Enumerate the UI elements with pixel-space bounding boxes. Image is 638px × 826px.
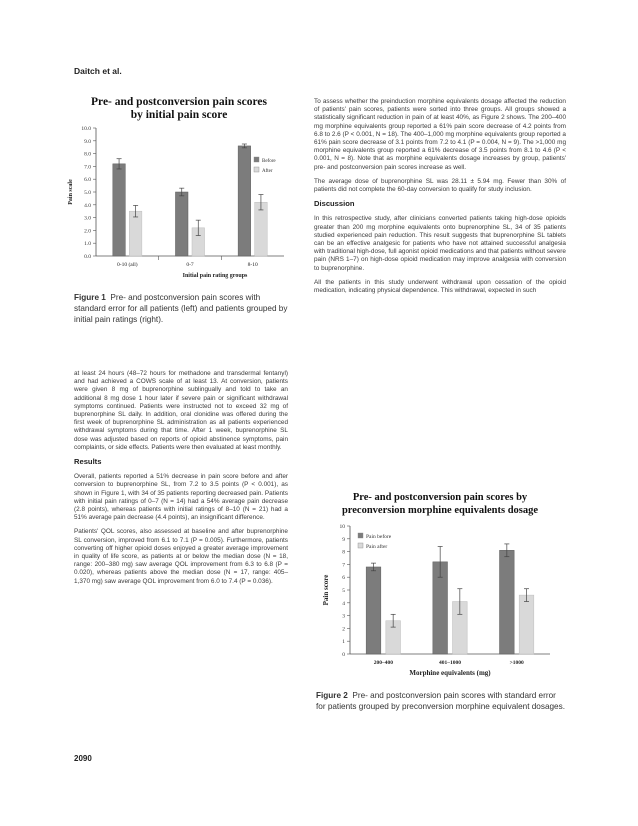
left-paragraph-3: Patients' QOL scores, also assessed at baseline and after buprenorphine SL conversion, improved from 6.1 to 7.1 (P = 0.005). Furthermore, patients converting off higher opioid doses enjoyed a greater average improvement in quality of life score, as patients at or below the median dose (N = 18, range: 200–380 mg) saw average QOL improvement from 6.3 to 6.8 (P = 0.020), whereas patients above the median dose (N = 17, range: 405–1,370 mg) saw average QOL improvement from 6.0 to 7.4 (P = 0.036). — [74, 528, 288, 585]
figure-1-caption — [74, 292, 288, 325]
figure-1-caption-text: Pre- and postconversion pain scores with standard error for all patients (left) and patients grouped by initial pain ratings (right). — [74, 293, 288, 324]
right-paragraph-2: The average dose of buprenorphine SL was 28.11 ± 5.94 mg. Fewer than 30% of patients did not complete the 60-day conversion to qualify for study inclusion. — [314, 177, 566, 194]
left-column — [74, 370, 288, 592]
fig2-y-tick-label: 0 — [342, 652, 345, 658]
fig1-y-tick-label: 9.0 — [84, 138, 91, 145]
figure-2-caption — [316, 690, 566, 712]
fig2-legend-swatch — [358, 533, 363, 538]
fig1-y-tick-label: 6.0 — [84, 177, 91, 184]
figure-2-title-line2: preconversion morphine equivalents dosage — [341, 504, 539, 516]
fig2-bar-before — [500, 550, 515, 654]
fig1-legend-label: After — [262, 169, 273, 174]
figure-2-caption-text: Pre- and postconversion pain scores with standard error for patients grouped by preconversion morphine equivalent dosages. — [316, 691, 565, 711]
fig2-x-axis-label: Morphine equivalents (mg) — [409, 669, 491, 677]
fig1-y-tick-label: 10.0 — [81, 126, 91, 132]
figure-1-chart — [60, 122, 292, 288]
fig2-x-tick-label: 401–1000 — [439, 660, 461, 666]
figure-1 — [70, 96, 288, 122]
fig1-y-tick-label: 7.0 — [84, 164, 91, 171]
left-paragraph-1: at least 24 hours (48–72 hours for methadone and transdermal fentanyl) and had achieved a COWS scale of at least 13. At conversion, patients were given 8 mg of buprenorphine sublingually and told to take an additional 8 mg dose 1 hour later if severe pain or significant withdrawal symptoms continued. Patients were instructed not to exceed 32 mg of buprenorphine SL daily. In addition, oral clonidine was offered during the first week of buprenorphine SL administration as all patients experienced withdrawal symptoms during that time. After 1 week, buprenorphine SL dose was adjusted based on reports of opioid abstinence symptoms, pain complaints, or side effects. Patients were then evaluated at least monthly. — [74, 370, 288, 451]
fig1-y-tick-label: 8.0 — [84, 151, 91, 158]
fig2-legend-label: Pain before — [366, 534, 392, 540]
page-number: 2090 — [74, 754, 92, 763]
fig1-bar-after — [255, 202, 268, 256]
fig2-y-axis-label: Pain score — [322, 574, 330, 606]
right-paragraph-3: In this retrospective study, after clinicians converted patients taking high-dose opioids greater than 200 mg morphine equivalents onto buprenorphine SL, 34 of 35 patients studied experienced pain reduction. This result suggests that buprenorphine SL tablets can be an effective analgesic for patients who have not attained successful analgesia with traditional high-dose, full agonist opioid medications and that patients without severe pain (NRS 1–7) on high-dose opioid medication may improve analgesia with conversion to buprenorphine. — [314, 215, 566, 272]
results-heading: Results — [74, 457, 102, 467]
fig2-y-tick-label: 8 — [342, 549, 345, 556]
fig2-y-tick-label: 6 — [342, 575, 345, 582]
fig1-y-axis-label: Pain scale — [68, 179, 74, 205]
figure-2-chart — [314, 520, 568, 682]
fig1-y-tick-label: 2.0 — [84, 228, 91, 235]
fig1-x-tick-label: 0-7 — [186, 262, 194, 268]
right-column — [314, 98, 566, 301]
left-paragraph-2: Overall, patients reported a 51% decrease in pain score before and after conversion to buprenorphine SL, from 7.2 to 3.5 points (P < 0.001), as shown in Figure 1, with 34 of 35 patients reporting decreased pain. Patients with initial pain ratings of 0–7 (N = 14) had a 54% average pain decrease (2.8 points), whereas patients with initial ratings of 8–10 (N = 21) had a 51% average pain decrease (4.4 points), an insignificant difference. — [74, 473, 288, 522]
fig1-bar-before — [113, 164, 126, 256]
fig2-y-tick-label: 7 — [342, 562, 345, 569]
fig2-y-tick-label: 2 — [342, 626, 345, 633]
figure-2-caption-label: Figure 2 — [316, 691, 348, 700]
fig1-y-tick-label: 5.0 — [84, 190, 91, 196]
fig2-y-tick-label: 9 — [342, 536, 345, 543]
fig2-legend-swatch — [358, 543, 363, 548]
fig2-bar-after — [519, 595, 534, 654]
fig1-y-tick-label: 4.0 — [84, 202, 91, 209]
figure-2-title — [314, 492, 566, 517]
fig2-x-tick-label: >1000 — [509, 660, 524, 666]
figure-1-title-line1: Pre- and postconversion pain scores — [91, 96, 267, 108]
figure-1-title-line2: by initial pain score — [130, 109, 228, 121]
fig1-bar-before — [238, 146, 251, 256]
fig2-legend-label: Pain after — [366, 544, 388, 550]
fig2-y-tick-label: 1 — [342, 639, 345, 646]
fig1-bar-after — [129, 211, 142, 256]
discussion-heading: Discussion — [314, 199, 355, 209]
fig1-legend-label: Before — [262, 159, 276, 164]
fig2-y-tick-label: 4 — [342, 600, 345, 607]
figure-1-caption-label: Figure 1 — [74, 293, 106, 302]
right-paragraph-1: To assess whether the preinduction morphine equivalents dosage affected the reduction of patients' pain scores, patients were sorted into three groups. All groups showed a statistically significant reduction in pain of at least 40%, as Figure 2 shows. The 200–400 mg morphine equivalents group reported a 61% pain score decrease of 4.2 points from 6.8 to 2.6 (P < 0.001, N = 18). The 400–1,000 mg morphine equivalents group reported a 61% pain score decrease of 3.1 points from 7.2 to 4.1 (P = 0.004, N = 9). The >1,000 mg morphine equivalents group reported a 61% decrease of 3.5 points from 8.1 to 4.6 (P < 0.001, N = 8). Note that as morphine equivalents dosage increases by group, patients' pre- and postconversion pain scores increase as well. — [314, 98, 566, 171]
fig2-y-tick-label: 3 — [342, 613, 345, 620]
fig1-y-tick-label: 1.0 — [84, 241, 91, 248]
fig2-y-tick-label: 10 — [339, 524, 345, 530]
fig1-y-tick-label: 3.0 — [84, 215, 91, 222]
fig2-bar-before — [366, 567, 381, 654]
fig2-y-tick-label: 5 — [342, 588, 345, 594]
fig1-bar-before — [175, 192, 188, 256]
fig1-y-tick-label: 0.0 — [84, 254, 91, 260]
figure-1-title — [70, 96, 288, 122]
fig1-x-axis-label: Initial pain rating groups — [182, 273, 248, 279]
fig1-legend-swatch — [254, 157, 259, 162]
fig1-legend-swatch — [254, 167, 259, 172]
fig1-x-tick-label: 0-10 (all) — [117, 262, 138, 268]
running-head: Daitch et al. — [74, 66, 122, 76]
fig2-x-tick-label: 200–400 — [373, 660, 393, 666]
right-paragraph-4: All the patients in this study underwent withdrawal upon cessation of the opioid medication, indicating physical dependence. This withdrawal, expected in such — [314, 278, 566, 295]
fig1-x-tick-label: 8-10 — [247, 262, 258, 268]
figure-2-title-line1: Pre- and postconversion pain scores by — [352, 492, 528, 503]
